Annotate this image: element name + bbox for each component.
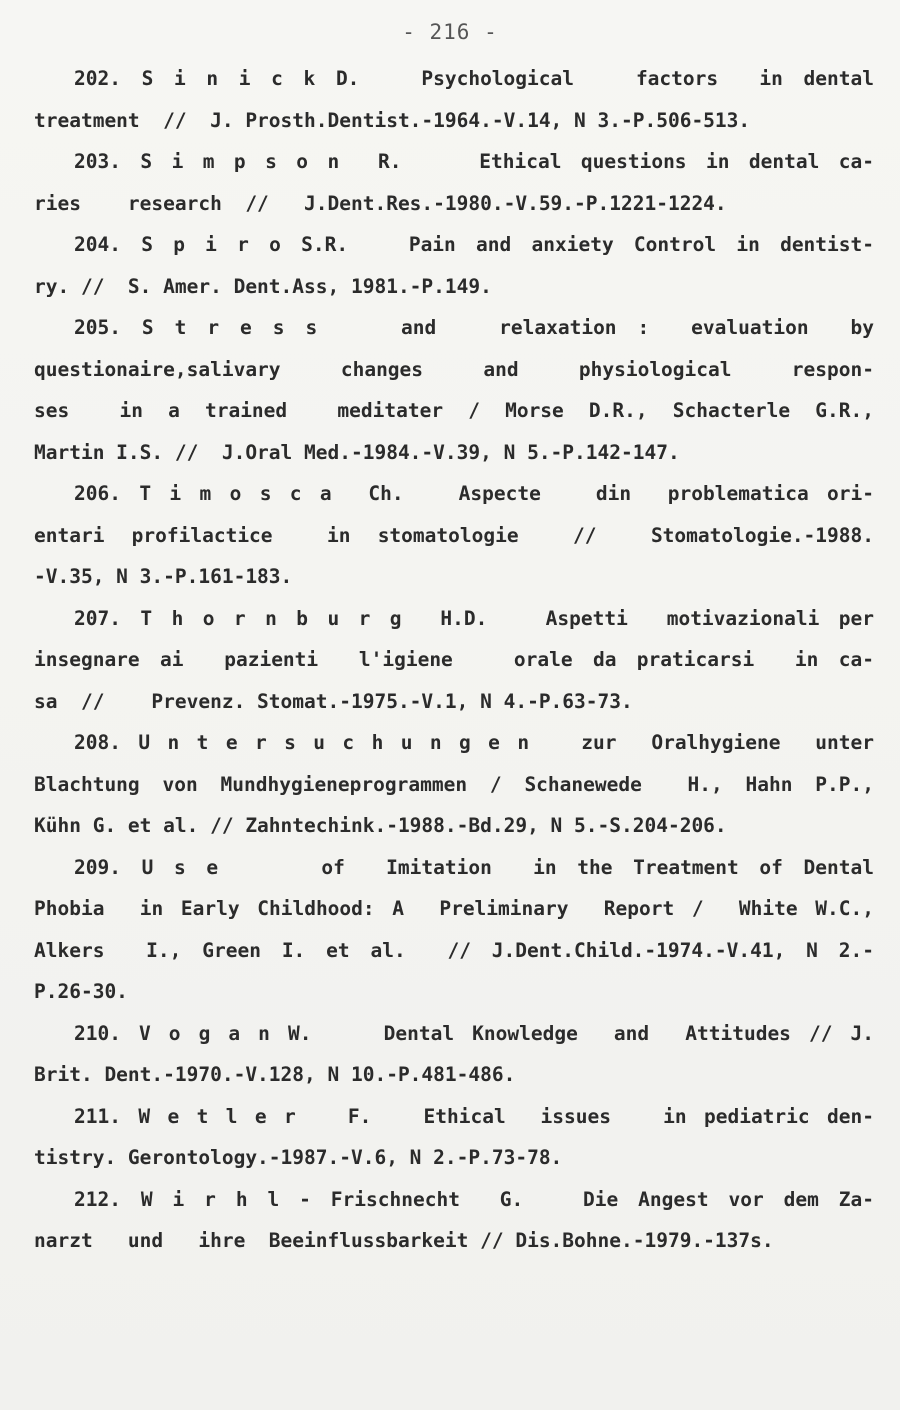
reference-entry (34, 722, 874, 847)
reference-entry (34, 141, 874, 224)
reference-line: insegnare ai pazienti l'igiene orale da praticarsi in ca- (34, 648, 874, 671)
reference-line: 204. S p i r o S.R. Pain and anxiety Control in dentist- (74, 233, 874, 256)
reference-line: 209. U s e of Imitation in the Treatment of Dental (74, 855, 874, 879)
reference-line: Alkers I., Green I. et al. // J.Dent.Child.-1974.-V.41, N 2.- (34, 938, 874, 962)
reference-line: Brit. Dent.-1970.-V.128, N 10.-P.481-486. (34, 1063, 516, 1086)
reference-line: ses in a trained meditater / Morse D.R., Schacterle G.R., (34, 399, 874, 422)
reference-line: treatment // J. Prosth.Dentist.-1964.-V.14, N 3.-P.506-513. (34, 108, 751, 132)
reference-line: 211. W e t l e r F. Ethical issues in pediatric den- (74, 1104, 874, 1128)
reference-entry (34, 473, 874, 598)
reference-line: tistry. Gerontology.-1987.-V.6, N 2.-P.73-78. (34, 1146, 563, 1169)
reference-line: Blachtung von Mundhygieneprogrammen / Schanewede H., Hahn P.P., (34, 772, 874, 796)
page-number: - 216 - (402, 20, 498, 44)
reference-line: 202. S i n i c k D. Psychological factors in dental (74, 67, 874, 90)
reference-line: P.26-30. (34, 980, 128, 1003)
reference-line: ries research // J.Dent.Res.-1980.-V.59.-P.1221-1224. (34, 191, 727, 215)
reference-line: 208. U n t e r s u c h u n g e n zur Oralhygiene unter (74, 731, 874, 754)
reference-line: 207. T h o r n b u r g H.D. Aspetti motivazionali per (74, 606, 874, 630)
reference-entry (34, 224, 874, 307)
reference-line: -V.35, N 3.-P.161-183. (34, 565, 293, 588)
reference-list (34, 58, 874, 1262)
reference-line: 210. V o g a n W. Dental Knowledge and Attitudes // J. (74, 1021, 874, 1045)
reference-entry (34, 1096, 874, 1179)
reference-line: 203. S i m p s o n R. Ethical questions in dental ca- (74, 150, 874, 173)
reference-line: sa // Prevenz. Stomat.-1975.-V.1, N 4.-P.63-73. (34, 689, 633, 713)
reference-line: Phobia in Early Childhood: A Preliminary Report / White W.C., (34, 897, 874, 920)
reference-entry (34, 1013, 874, 1096)
reference-entry (34, 307, 874, 473)
reference-line: Martin I.S. // J.Oral Med.-1984.-V.39, N 5.-P.142-147. (34, 440, 680, 464)
reference-line: 206. T i m o s c a Ch. Aspecte din problematica ori- (74, 482, 874, 505)
reference-entry (34, 598, 874, 723)
reference-line: entari profilactice in stomatologie // Stomatologie.-1988. (34, 523, 874, 547)
reference-line: 212. W i r h l - Frischnecht G. Die Angest vor dem Za- (74, 1187, 874, 1211)
reference-entry (34, 1179, 874, 1262)
reference-line: narzt und ihre Beeinflussbarkeit // Dis.Bohne.-1979.-137s. (34, 1229, 774, 1252)
reference-line: 205. S t r e s s and relaxation : evaluation by (74, 316, 874, 339)
reference-entry (34, 58, 874, 141)
reference-line: ry. // S. Amer. Dent.Ass, 1981.-P.149. (34, 274, 492, 298)
reference-entry (34, 847, 874, 1013)
reference-line: Kühn G. et al. // Zahntechink.-1988.-Bd.29, N 5.-S.204-206. (34, 814, 727, 837)
reference-line: questionaire,salivary changes and physiological respon- (34, 357, 874, 381)
